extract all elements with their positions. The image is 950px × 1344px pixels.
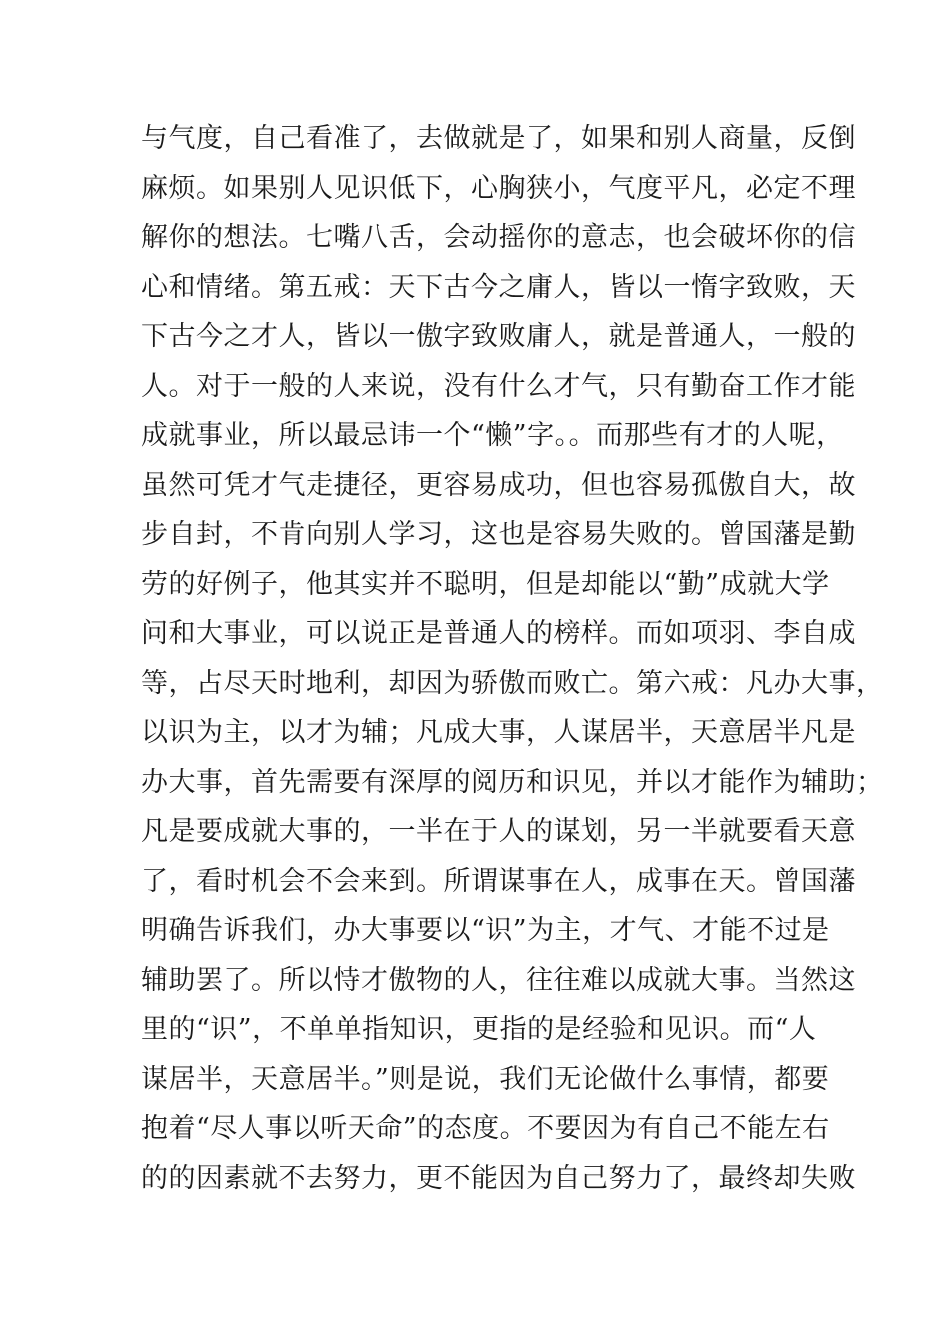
text-line-12: 等，占尽天时地利，却因为骄傲而败亡。第六戒：凡办大事，: [141, 667, 884, 699]
body-text: [141, 114, 884, 1203]
text-line-4: 心和情绪。第五戒：天下古今之庸人，皆以一惰字致败，天: [141, 271, 856, 303]
text-line-16: 了，看时机会不会来到。所谓谋事在人，成事在天。曾国藩: [141, 865, 856, 897]
text-line-8: 虽然可凭才气走捷径，更容易成功，但也容易孤傲自大，故: [141, 469, 856, 501]
text-line-18: 辅助罢了。所以恃才傲物的人，往往难以成就大事。当然这: [141, 964, 856, 996]
text-line-11: 问和大事业，可以说正是普通人的榜样。而如项羽、李自成: [141, 618, 856, 649]
text-line-5: 下古今之才人，皆以一傲字致败庸人，就是普通人，一般的: [141, 321, 856, 352]
text-line-15: 凡是要成就大事的，一半在于人的谋划，另一半就要看天意: [141, 816, 856, 847]
text-line-9: 步自封，不肯向别人学习，这也是容易失败的。曾国藩是勤: [141, 519, 856, 550]
text-line-1: 与气度，自己看准了，去做就是了，如果和别人商量，反倒: [141, 123, 856, 154]
text-line-19: 里的“识”，不单单指知识，更指的是经验和见识。而“人: [141, 1014, 817, 1045]
text-line-7: 成就事业，所以最忌讳一个“懒”字。。而那些有才的人呢，: [141, 420, 844, 451]
text-line-3: 解你的想法。七嘴八舌，会动摇你的意志，也会破坏你的信: [141, 222, 856, 253]
text-line-20: 谋居半，天意居半。”则是说，我们无论做什么事情，都要: [141, 1063, 830, 1095]
text-line-10: 劳的好例子，他其实并不聪明，但是却能以“勤”成就大学: [141, 568, 830, 600]
text-line-2: 麻烦。如果别人见识低下，心胸狭小，气度平凡，必定不理: [141, 172, 856, 204]
text-line-17: 明确告诉我们，办大事要以“识”为主，才气、才能不过是: [141, 915, 830, 946]
text-line-6: 人。对于一般的人来说，没有什么才气，只有勤奋工作才能: [141, 370, 856, 402]
text-line-22: 的的因素就不去努力，更不能因为自己努力了，最终却失败: [141, 1162, 856, 1194]
text-line-13: 以识为主，以才为辅；凡成大事，人谋居半，天意居半凡是: [141, 717, 856, 748]
text-line-14: 办大事，首先需要有深厚的阅历和识见，并以才能作为辅助；: [141, 766, 884, 798]
text-line-21: 抱着“尽人事以听天命”的态度。不要因为有自己不能左右: [141, 1113, 830, 1144]
